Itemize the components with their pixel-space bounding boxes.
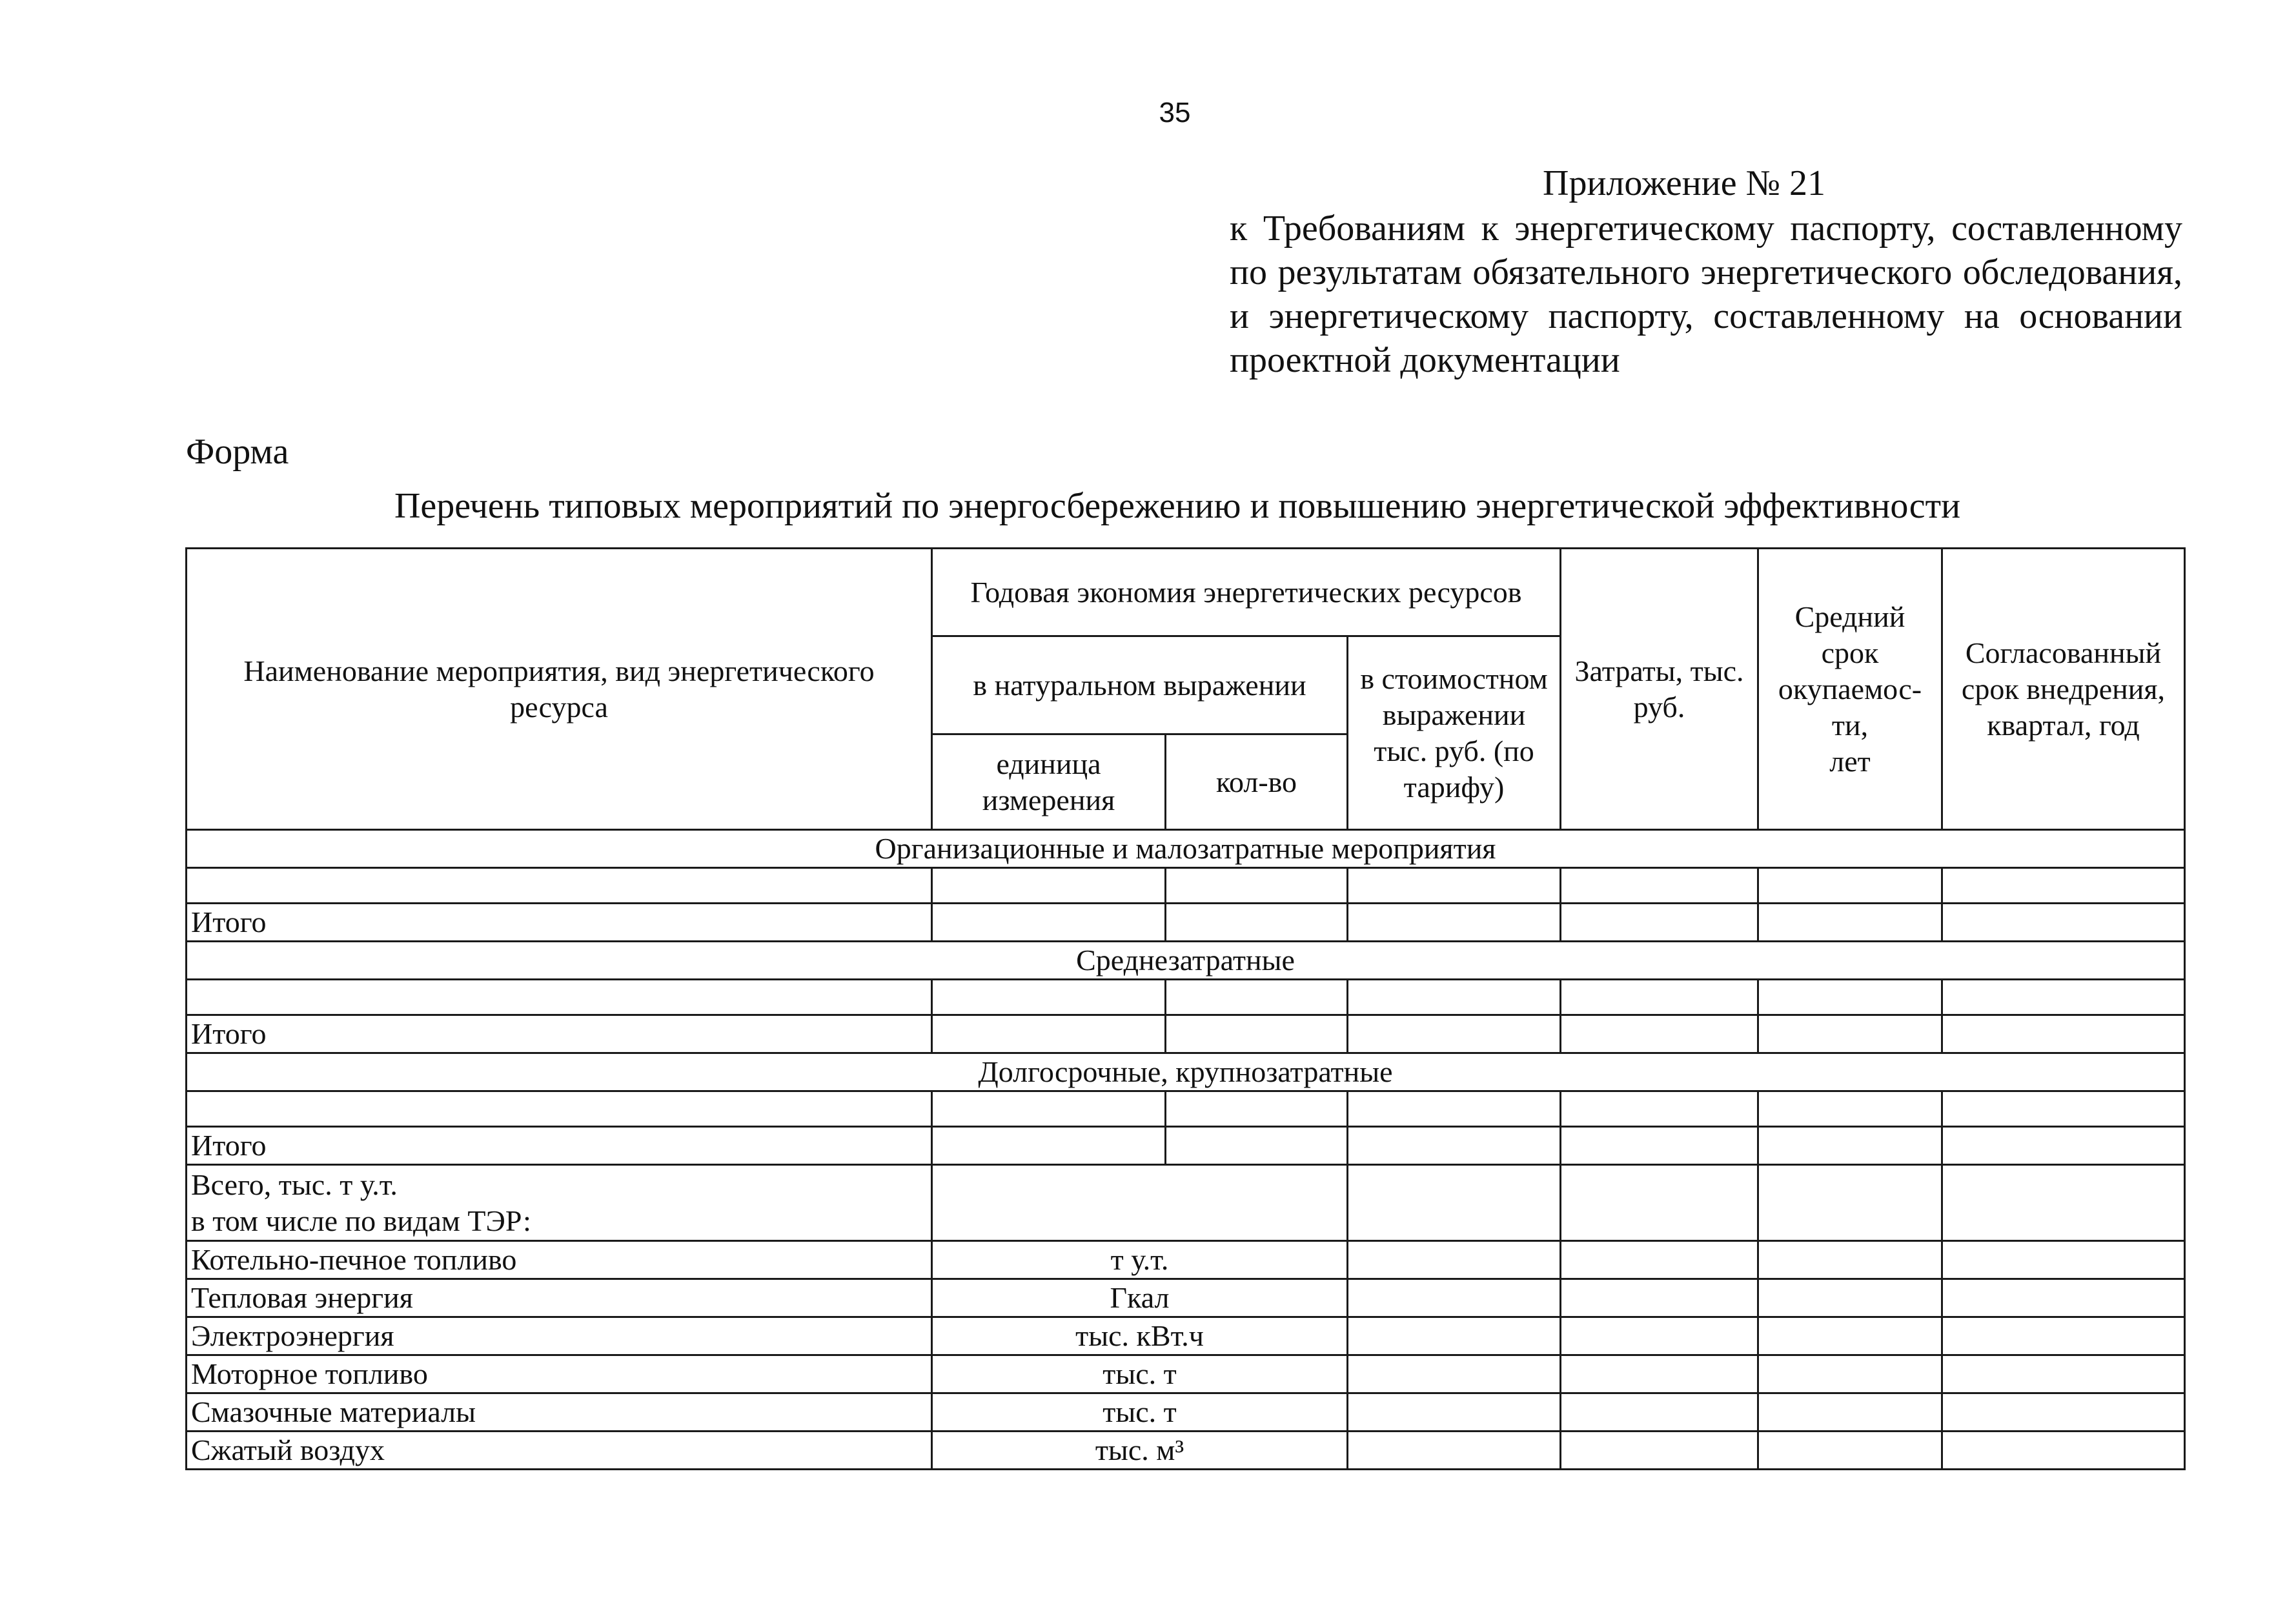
- appendix-body: к Требованиям к энергетическому паспорту, составленному по результатам обязательного энергетического обследования, и энергетическому паспорту, составленному на основании проектной документации: [1230, 208, 2182, 380]
- resource-unit: тыс. т: [932, 1355, 1348, 1393]
- header-payback-line: Средний: [1794, 600, 1905, 633]
- resource-row: [187, 1355, 2185, 1393]
- table-row: [187, 868, 2185, 904]
- table-row: [187, 980, 2185, 1015]
- resource-name: Смазочные материалы: [187, 1393, 932, 1432]
- table-row: [187, 1091, 2185, 1127]
- resource-name: Тепловая энергия: [187, 1279, 932, 1317]
- document-title: Перечень типовых мероприятий по энергосбережению и повышению энергетической эффективности: [394, 486, 1961, 526]
- total-label: Итого: [187, 1015, 932, 1053]
- table-row: [187, 1127, 2185, 1165]
- header-expenses: Затраты, тыс. руб.: [1561, 549, 1758, 830]
- table-row: [187, 904, 2185, 942]
- header-cost: в стоимостном выражении тыс. руб. (по тарифу): [1348, 636, 1561, 830]
- resource-row: [187, 1317, 2185, 1355]
- resource-name: Сжатый воздух: [187, 1432, 932, 1470]
- resource-name: Котельно-печное топливо: [187, 1241, 932, 1279]
- resource-row: [187, 1393, 2185, 1432]
- header-deadline: Согласованный срок внедрения, квартал, год: [1942, 549, 2185, 830]
- header-unit: единица измерения: [932, 734, 1166, 830]
- header-payback-line: срок: [1821, 636, 1879, 669]
- header-quantity: кол-во: [1166, 734, 1348, 830]
- resource-unit: тыс. кВт.ч: [932, 1317, 1348, 1355]
- total-label: Итого: [187, 1127, 932, 1165]
- resource-unit: тыс. м³: [932, 1432, 1348, 1470]
- section-title: Организационные и малозатратные мероприятия: [187, 830, 2185, 868]
- header-payback: [1758, 549, 1942, 830]
- header-payback-line: лет: [1829, 744, 1871, 778]
- summary-breakdown-label: в том числе по видам ТЭР:: [191, 1204, 531, 1237]
- header-payback-line: ти,: [1831, 708, 1869, 742]
- header-natural: в натуральном выражении: [932, 636, 1348, 734]
- resource-name: Электроэнергия: [187, 1317, 932, 1355]
- header-annual-savings: Годовая экономия энергетических ресурсов: [932, 549, 1561, 636]
- resource-unit: т у.т.: [932, 1241, 1348, 1279]
- total-label: Итого: [187, 904, 932, 942]
- resource-row: [187, 1241, 2185, 1279]
- table-row: [187, 1015, 2185, 1053]
- page-number: 35: [1159, 97, 1191, 128]
- appendix-title: Приложение № 21: [1543, 163, 1825, 203]
- header-payback-line: окупаемос-: [1778, 672, 1922, 705]
- resource-unit: тыс. т: [932, 1393, 1348, 1432]
- section-title: Долгосрочные, крупнозатратные: [187, 1053, 2185, 1091]
- resource-row: [187, 1279, 2185, 1317]
- measures-table: [185, 547, 2186, 1470]
- section-title: Среднезатратные: [187, 942, 2185, 980]
- resource-name: Моторное топливо: [187, 1355, 932, 1393]
- resource-row: [187, 1432, 2185, 1470]
- summary-row: [187, 1165, 2185, 1241]
- header-name: Наименование мероприятия, вид энергетического ресурса: [187, 549, 932, 830]
- summary-total-label: Всего, тыс. т у.т.: [191, 1168, 398, 1201]
- form-label: Форма: [186, 432, 289, 472]
- resource-unit: Гкал: [932, 1279, 1348, 1317]
